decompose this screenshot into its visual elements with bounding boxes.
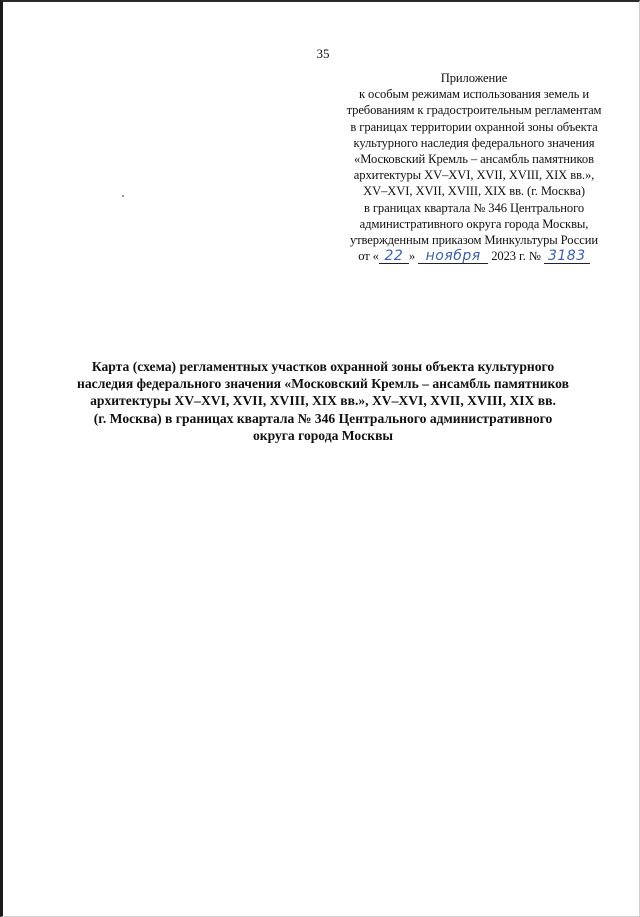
appendix-line: в границах квартала № 346 Центрального: [363, 200, 585, 215]
order-prefix: от «: [358, 249, 379, 264]
appendix-line: XV–XVI, XVII, XVIII, XIX вв. (г. Москва): [363, 184, 585, 199]
appendix-block: [331, 70, 617, 264]
order-quote-close: »: [408, 249, 416, 264]
order-date-line: [331, 248, 617, 264]
title-line: архитектуры XV–XVI, XVII, XVIII, XIX вв.», XV–XVI, XVII, XVIII, XIX вв.: [90, 393, 556, 409]
appendix-line: «Московский Кремль – ансамбль памятников: [354, 152, 594, 167]
appendix-line: архитектуры XV–XVI, XVII, XVIII, XIX вв.»,: [353, 168, 595, 183]
page-number: 35: [316, 46, 330, 61]
title-line: Карта (схема) регламентных участков охранной зоны объекта культурного: [91, 359, 555, 374]
handwritten-number: 3183: [547, 248, 586, 265]
appendix-heading: Приложение: [440, 71, 508, 85]
handwritten-day: 22: [384, 248, 404, 265]
appendix-line: требованиям к градостроительным регламентам: [346, 103, 602, 118]
appendix-line: административного округа города Москвы,: [359, 216, 589, 231]
appendix-line: к особым режимам использования земель и: [358, 87, 590, 102]
order-number-label: №: [528, 249, 541, 264]
document-title: [43, 358, 603, 444]
scan-speck: [122, 195, 124, 197]
title-line: округа города Москвы: [252, 427, 394, 443]
order-number-field: [544, 249, 590, 264]
order-day-field: [379, 249, 409, 264]
order-month-field: [418, 249, 488, 264]
appendix-line: культурного наследия федерального значения: [353, 135, 595, 150]
order-year: 2023 г.: [491, 249, 526, 264]
title-line: наследия федерального значения «Московский Кремль – ансамбль памятников: [77, 376, 569, 392]
appendix-line: утвержденным приказом Минкультуры России: [349, 233, 599, 248]
handwritten-month: ноября: [425, 248, 481, 265]
title-line: (г. Москва) в границах квартала № 346 Центрального административного: [93, 410, 553, 426]
appendix-line: в границах территории охранной зоны объекта: [350, 119, 598, 134]
